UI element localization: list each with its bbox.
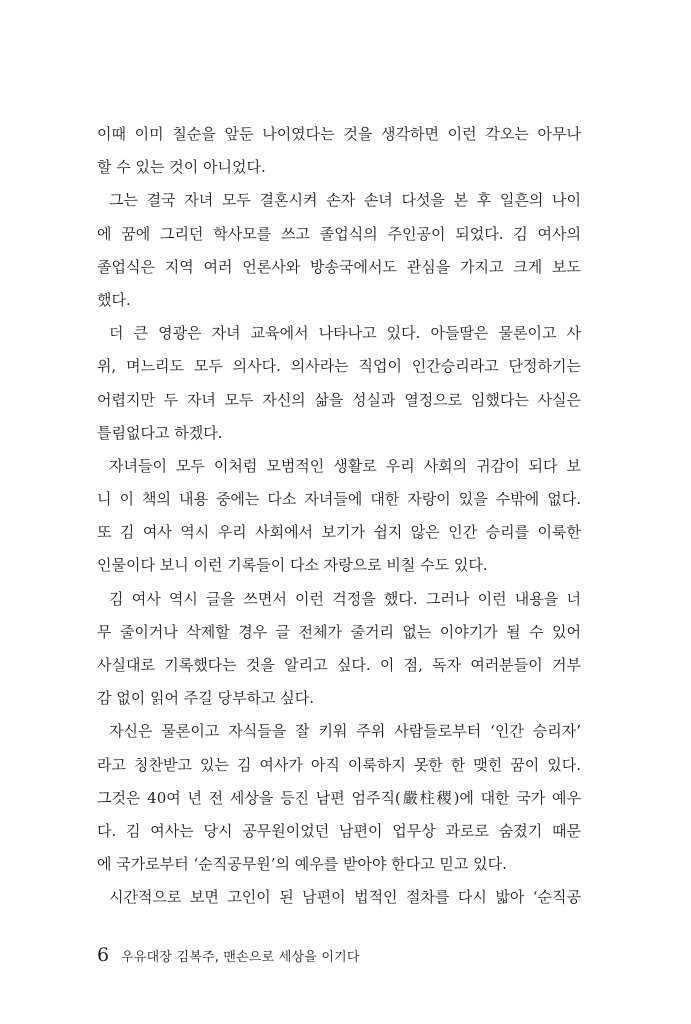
text-line: 위, 며느리도 모두 의사다. 의사라는 직업이 인간승리라고 단정하기는	[97, 357, 581, 376]
text-line: 할 수 있는 것이 아니었다.	[97, 158, 266, 177]
text-line: 더 큰 영광은 자녀 교육에서 나타나고 있다. 아들딸은 물론이고 사	[109, 324, 581, 343]
text-line: 무 줄이거나 삭제할 경우 글 전체가 줄거리 없는 이야기가 될 수 있어	[97, 622, 581, 641]
text-line: 니 이 책의 내용 중에는 다소 자녀들에 대한 자랑이 있을 수밖에 없다.	[97, 490, 581, 509]
text-line: 라고 칭찬받고 있는 김 여사가 아직 이룩하지 못한 한 맺힌 꿈이 있다.	[97, 755, 581, 774]
text-line: 인물이다 보니 이런 기록들이 다소 자랑으로 비칠 수도 있다.	[97, 556, 488, 575]
text-line: 자신은 물론이고 자식들을 잘 키워 주위 사람들로부터 ‘인간 승리자’	[109, 722, 581, 741]
page-number: 6	[97, 944, 110, 966]
text-line: 졸업식은 지역 여러 언론사와 방송국에서도 관심을 가지고 크게 보도	[97, 257, 581, 276]
text-line: 사실대로 기록했다는 것을 알리고 싶다. 이 점, 독자 여러분들이 거부	[97, 656, 581, 674]
text-line: 어렵지만 두 자녀 모두 자신의 삶을 성실과 열정으로 임했다는 사실은	[97, 390, 581, 409]
text-line: 이때 이미 칠순을 앞둔 나이였다는 것을 생각하면 이런 각오는 아무나	[97, 125, 581, 143]
text-line: 자녀들이 모두 이처럼 모범적인 생활로 우리 사회의 귀감이 되다 보	[109, 456, 581, 475]
text-line: 했다.	[97, 290, 131, 309]
text-line: 또 김 여사 역시 우리 사회에서 보기가 쉽지 않은 인간 승리를 이룩한	[97, 523, 581, 542]
running-title: 우유대장 김복주, 맨손으로 세상을 이기다	[121, 950, 360, 965]
text-line: 그는 결국 자녀 모두 결혼시켜 손자 손녀 다섯을 본 후 일흔의 나이	[109, 191, 581, 210]
text-line: 감 없이 읽어 주길 당부하고 싶다.	[97, 689, 314, 708]
body-text	[97, 118, 581, 915]
text-line: 틀림없다고 하겠다.	[97, 423, 223, 442]
text-line: 시간적으로 보면 고인이 된 남편이 법적인 절차를 다시 밟아 ‘순직공	[109, 888, 581, 907]
text-line: 김 여사 역시 글을 쓰면서 이런 걱정을 했다. 그러나 이런 내용을 너	[109, 589, 581, 608]
text-line: 에 국가로부터 ‘순직공무원’의 예우를 받아야 한다고 믿고 있다.	[97, 855, 507, 874]
text-line: 에 꿈에 그리던 학사모를 쓰고 졸업식의 주인공이 되었다. 김 여사의	[97, 224, 581, 243]
text-line: 그것은 40여 년 전 세상을 등진 남편 엄주직(嚴柱稷)에 대한 국가 예우	[97, 788, 581, 807]
page-footer	[97, 942, 360, 968]
text-line: 다. 김 여사는 당시 공무원이었던 남편이 업무상 과로로 숨졌기 때문	[97, 821, 581, 840]
